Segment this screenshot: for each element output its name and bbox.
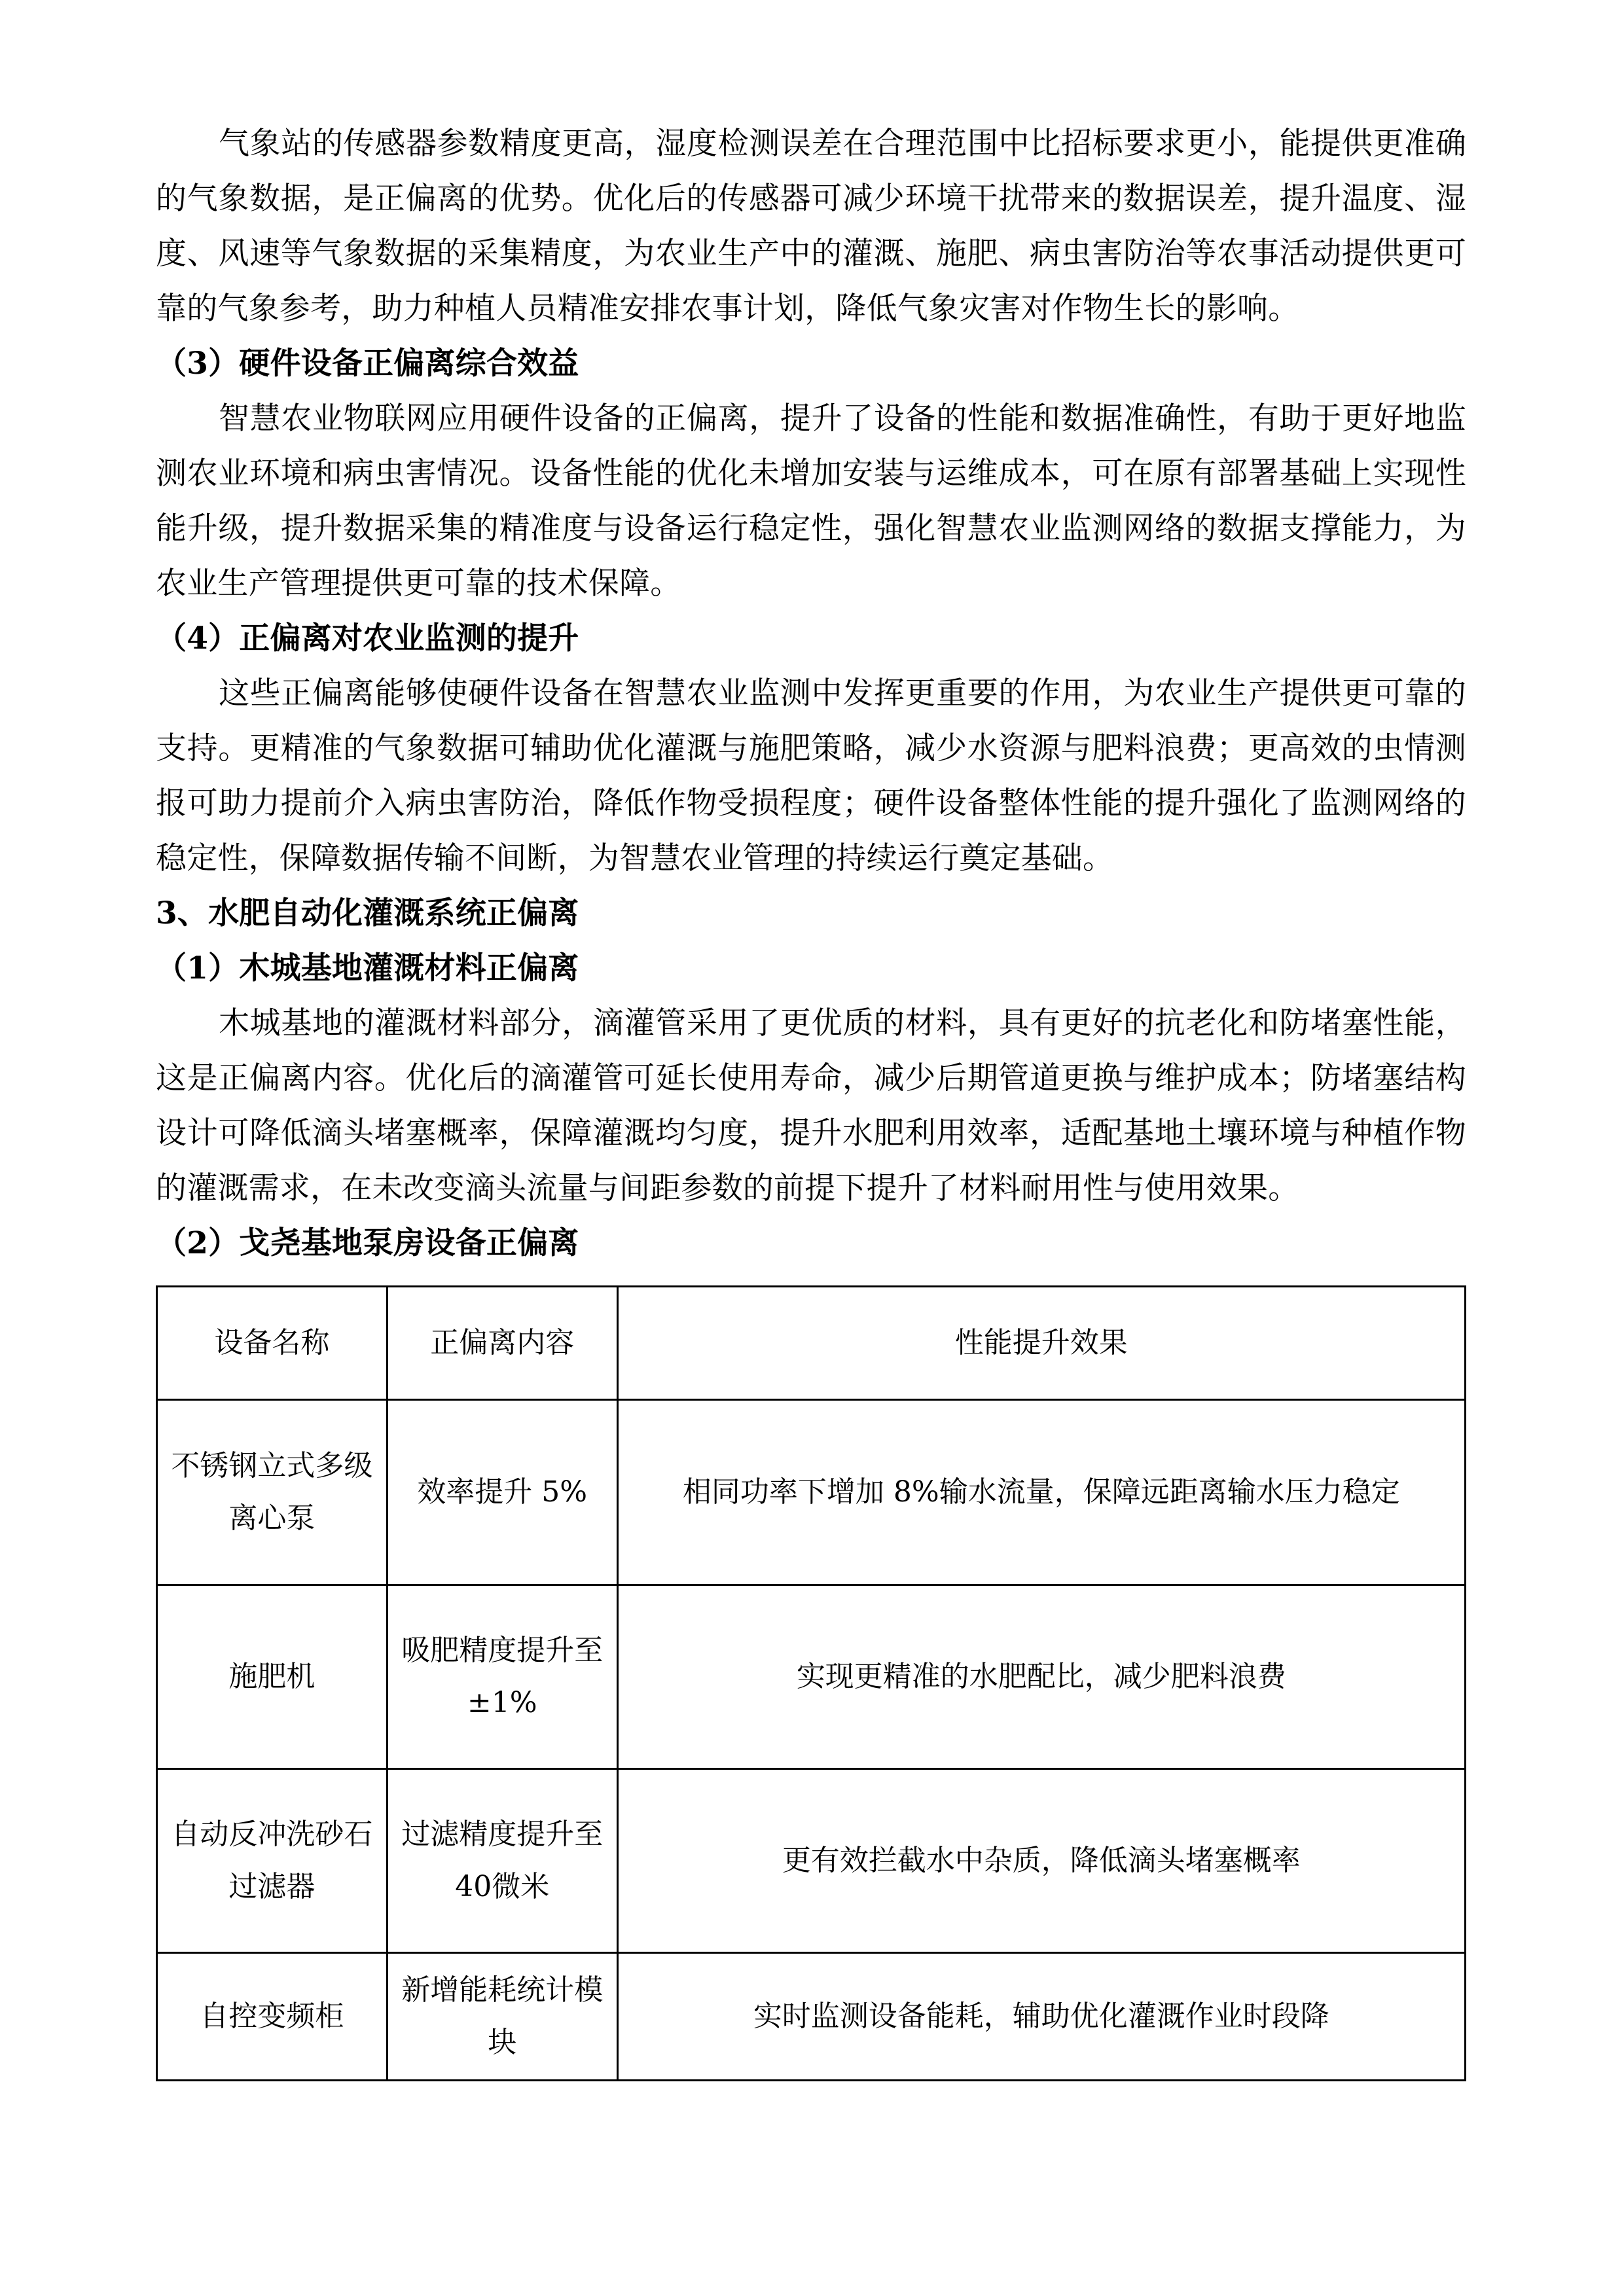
cell-deviation-content: 效率提升 5%	[387, 1400, 617, 1585]
heading-mucheng-material: （1）木城基地灌溉材料正偏离	[156, 950, 579, 986]
cell-performance-effect: 更有效拦截水中杂质，降低滴头堵塞概率	[617, 1769, 1465, 1953]
cell-deviation-content: 新增能耗统计模块	[387, 1953, 617, 2081]
cell-equipment-name: 自动反冲洗砂石过滤器	[157, 1769, 388, 1953]
table-row	[157, 1953, 1466, 2081]
column-header-deviation-content: 正偏离内容	[387, 1287, 617, 1400]
deviation-table	[156, 1285, 1466, 2081]
paragraph-hardware-benefit: 智慧农业物联网应用硬件设备的正偏离，提升了设备的性能和数据准确性，有助于更好地监测农业环境和病虫害情况。设备性能的优化未增加安装与运维成本，可在原有部署基础上实现性能升级，提升数据采集的精准度与设备运行稳定性，强化智慧农业监测网络的数据支撑能力，为农业生产管理提供更可靠的技术保障。	[156, 401, 1466, 601]
cell-equipment-name: 施肥机	[157, 1585, 388, 1769]
cell-deviation-content: 吸肥精度提升至±1%	[387, 1585, 617, 1769]
table-row	[157, 1400, 1466, 1585]
paragraph-weather-station: 气象站的传感器参数精度更高，湿度检测误差在合理范围中比招标要求更小，能提供更准确的气象数据，是正偏离的优势。优化后的传感器可减少环境干扰带来的数据误差，提升温度、湿度、风速等气象数据的采集精度，为农业生产中的灌溉、施肥、病虫害防治等农事活动提供更可靠的气象参考，助力种植人员精准安排农事计划，降低气象灾害对作物生长的影响。	[156, 126, 1466, 327]
heading-section-3: 3、水肥自动化灌溉系统正偏离	[156, 895, 579, 931]
column-header-performance-effect: 性能提升效果	[617, 1287, 1465, 1400]
table-row	[157, 1769, 1466, 1953]
heading-hardware-benefit: （3）硬件设备正偏离综合效益	[156, 346, 579, 382]
table-row	[157, 1585, 1466, 1769]
table-header-row	[157, 1287, 1466, 1400]
cell-deviation-content: 过滤精度提升至 40微米	[387, 1769, 617, 1953]
paragraph-monitoring-uplift: 这些正偏离能够使硬件设备在智慧农业监测中发挥更重要的作用，为农业生产提供更可靠的支持。更精准的气象数据可辅助优化灌溉与施肥策略，减少水资源与肥料浪费；更高效的虫情测报可助力提前介入病虫害防治，降低作物受损程度；硬件设备整体性能的提升强化了监测网络的稳定性，保障数据传输不间断，为智慧农业管理的持续运行奠定基础。	[156, 675, 1466, 876]
cell-equipment-name: 不锈钢立式多级离心泵	[157, 1400, 388, 1585]
cell-performance-effect: 实时监测设备能耗，辅助优化灌溉作业时段降	[617, 1953, 1465, 2081]
heading-geyao-pump-room: （2）戈尧基地泵房设备正偏离	[156, 1225, 579, 1261]
cell-equipment-name: 自控变频柜	[157, 1953, 388, 2081]
paragraph-mucheng-material: 木城基地的灌溉材料部分，滴灌管采用了更优质的材料，具有更好的抗老化和防堵塞性能，这是正偏离内容。优化后的滴灌管可延长使用寿命，减少后期管道更换与维护成本；防堵塞结构设计可降低滴头堵塞概率，保障灌溉均匀度，提升水肥利用效率，适配基地土壤环境与种植作物的灌溉需求，在未改变滴头流量与间距参数的前提下提升了材料耐用性与使用效果。	[156, 1005, 1466, 1206]
column-header-equipment-name: 设备名称	[157, 1287, 388, 1400]
cell-performance-effect: 实现更精准的水肥配比，减少肥料浪费	[617, 1585, 1465, 1769]
cell-performance-effect: 相同功率下增加 8%输水流量，保障远距离输水压力稳定	[617, 1400, 1465, 1585]
heading-monitoring-uplift: （4）正偏离对农业监测的提升	[156, 620, 579, 656]
